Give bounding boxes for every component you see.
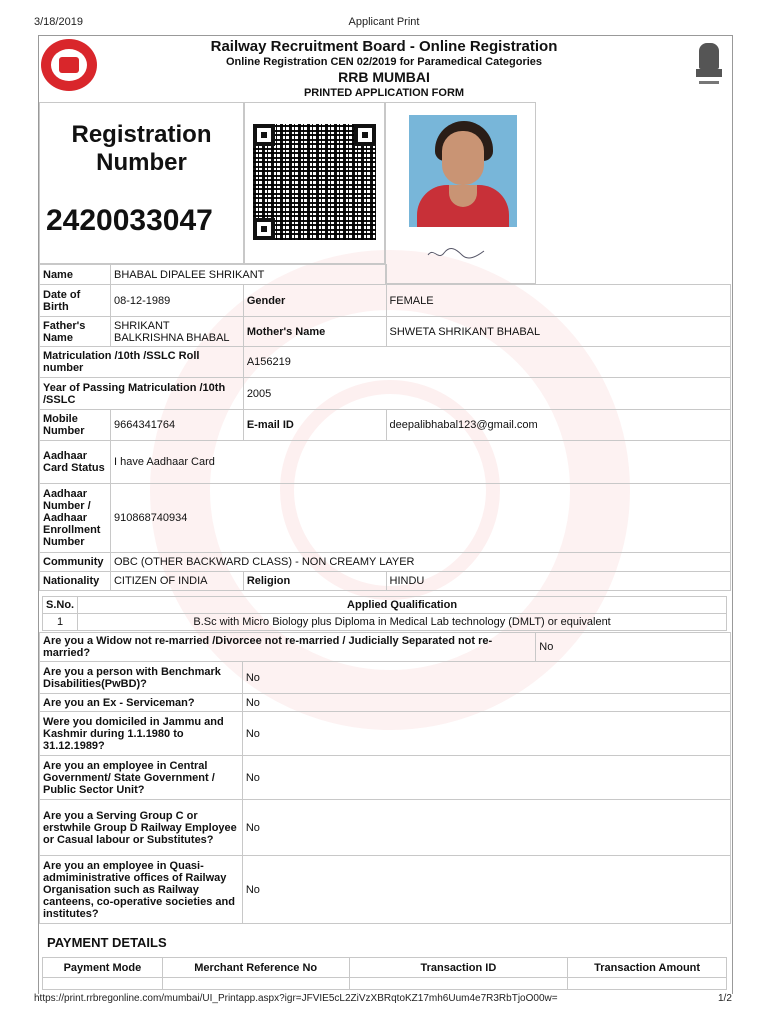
matric-roll-label: Matriculation /10th /SSLC Roll number <box>40 347 244 378</box>
matric-year-label: Year of Passing Matriculation /10th /SSLC <box>40 378 244 410</box>
mother-label: Mother's Name <box>243 317 386 347</box>
registration-label <box>39 121 244 177</box>
applicant-photo <box>409 115 517 227</box>
mobile-value: 9664341764 <box>110 410 243 441</box>
rrb-name: RRB MUMBAI <box>338 69 430 85</box>
dob-value: 08-12-1989 <box>110 285 243 317</box>
aadhaar-number-value: 910868740934 <box>110 484 730 553</box>
personal-details-table <box>39 264 731 591</box>
form-title: PRINTED APPLICATION FORM <box>303 87 465 99</box>
dob-label: Date of Birth <box>40 285 111 317</box>
nationality-label: Nationality <box>40 572 111 591</box>
questions-table <box>39 632 731 924</box>
email-label: E-mail ID <box>243 410 386 441</box>
name-value: BHABAL DIPALEE SHRIKANT <box>110 265 386 285</box>
print-url[interactable]: https://print.rrbregonline.com/mumbai/UI_Printapp.aspx?igr=JFVIE5cL2ZiVzXBRqtoKZ17mh6Uum4e7R3RbTjoO00w= <box>34 993 558 1004</box>
print-date: 3/18/2019 <box>34 16 83 28</box>
board-title: Railway Recruitment Board - Online Registration <box>210 38 558 55</box>
registration-number: 2420033047 <box>46 204 213 237</box>
question-govt-employee: Are you an employee in Central Government/ State Government / Public Sector Unit? <box>40 756 243 800</box>
qualification-sno: 1 <box>43 614 78 631</box>
signature-image <box>424 243 494 263</box>
question-ex-serviceman: Are you an Ex - Serviceman? <box>40 694 243 712</box>
payment-table <box>42 957 727 990</box>
payment-mode-cell <box>43 978 163 990</box>
matric-year-value: 2005 <box>243 378 730 410</box>
nationality-value: CITIZEN OF INDIA <box>110 572 243 591</box>
father-label: Father's Name <box>40 317 111 347</box>
gender-label: Gender <box>243 285 386 317</box>
religion-label: Religion <box>243 572 386 591</box>
registration-label-line1: Registration <box>71 121 212 148</box>
question-widow: Are you a Widow not re-married /Divorcee not re-married / Judicially Separated not re-married? <box>40 633 536 662</box>
print-title: Applicant Print <box>348 16 420 28</box>
board-subtitle: Online Registration CEN 02/2019 for Paramedical Categories <box>225 56 543 68</box>
transaction-id-header: Transaction ID <box>349 958 568 978</box>
name-label: Name <box>40 265 111 285</box>
aadhaar-status-label: Aadhaar Card Status <box>40 441 111 484</box>
page-number: 1/2 <box>718 993 732 1004</box>
answer-quasi-admin: No <box>242 856 730 924</box>
community-label: Community <box>40 553 111 572</box>
question-pwbd: Are you a person with Benchmark Disabilities(PwBD)? <box>40 662 243 694</box>
matric-roll-value: A156219 <box>243 347 730 378</box>
sno-header: S.No. <box>43 597 78 614</box>
qualification-value: B.Sc with Micro Biology plus Diploma in Medical Lab technology (DMLT) or equivalent <box>78 614 727 631</box>
answer-widow: No <box>536 633 731 662</box>
answer-ex-serviceman: No <box>242 694 730 712</box>
registration-label-line2: Number <box>96 149 187 176</box>
mobile-label: Mobile Number <box>40 410 111 441</box>
answer-railway-employee: No <box>242 800 730 856</box>
answer-pwbd: No <box>242 662 730 694</box>
merchant-ref-header: Merchant Reference No <box>162 958 349 978</box>
qualification-header: Applied Qualification <box>78 597 727 614</box>
email-value: deepalibhabal123@gmail.com <box>386 410 730 441</box>
qualification-table <box>42 596 727 631</box>
community-value: OBC (OTHER BACKWARD CLASS) - NON CREAMY LAYER <box>110 553 730 572</box>
qr-code-icon <box>253 124 376 240</box>
religion-value: HINDU <box>386 572 730 591</box>
payment-section-title: PAYMENT DETAILS <box>47 935 167 950</box>
photo-spacer <box>386 265 730 285</box>
question-railway-employee: Are you a Serving Group C or erstwhile Group D Railway Employee or Casual labour or Substitutes? <box>40 800 243 856</box>
aadhaar-status-value: I have Aadhaar Card <box>110 441 730 484</box>
transaction-id-cell <box>349 978 568 990</box>
question-jk-domicile: Were you domiciled in Jammu and Kashmir during 1.1.1980 to 31.12.1989? <box>40 712 243 756</box>
aadhaar-number-label: Aadhaar Number / Aadhaar Enrollment Number <box>40 484 111 553</box>
transaction-amount-cell <box>568 978 727 990</box>
payment-mode-header: Payment Mode <box>43 958 163 978</box>
merchant-ref-cell <box>162 978 349 990</box>
transaction-amount-header: Transaction Amount <box>568 958 727 978</box>
gender-value: FEMALE <box>386 285 730 317</box>
father-value: SHRIKANT BALKRISHNA BHABAL <box>110 317 243 347</box>
question-quasi-admin: Are you an employee in Quasi-admiministrative offices of Railway Organisation such as Railway canteens, co-operative societies and institutes? <box>40 856 243 924</box>
mother-value: SHWETA SHRIKANT BHABAL <box>386 317 730 347</box>
answer-govt-employee: No <box>242 756 730 800</box>
answer-jk-domicile: No <box>242 712 730 756</box>
